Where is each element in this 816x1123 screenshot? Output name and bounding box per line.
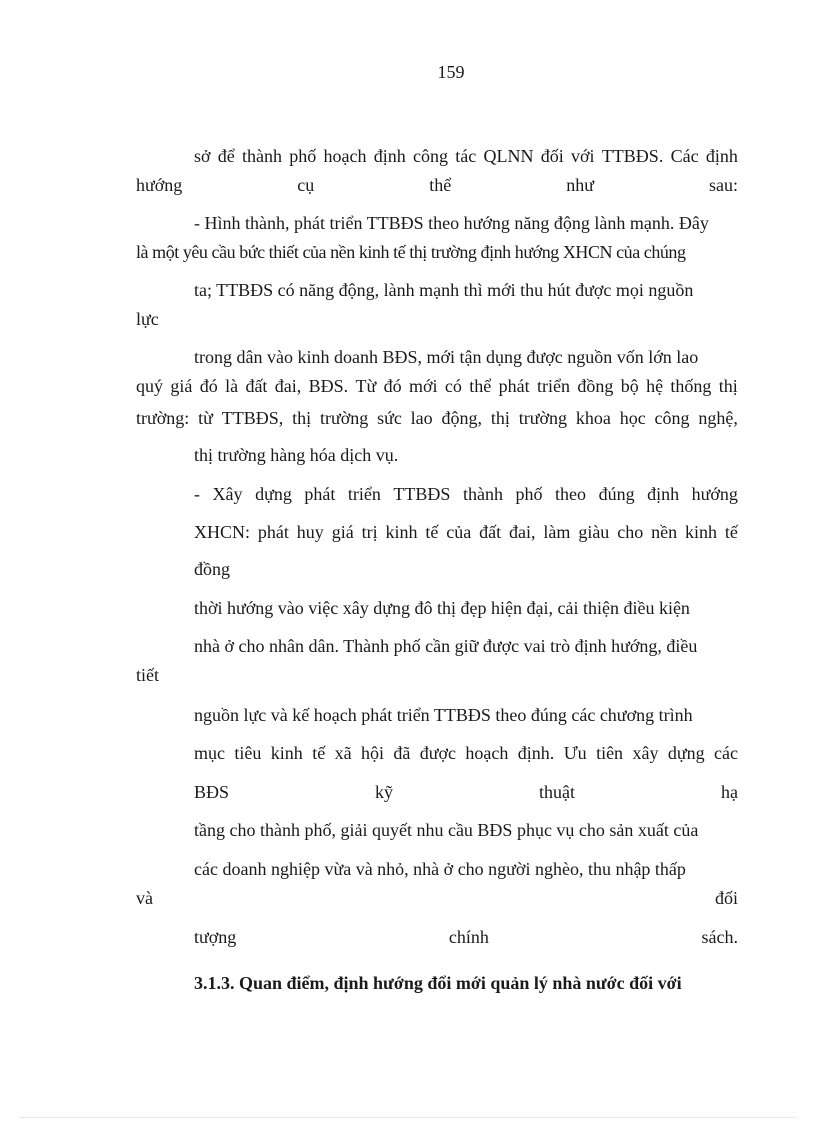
- line-text: tiết: [136, 665, 159, 685]
- word: đất: [245, 376, 268, 396]
- word: và: [136, 888, 153, 908]
- word: đó: [383, 376, 402, 396]
- line-text: thời hướng vào việc xây dựng đô thị đẹp hiện đại, cải thiện điều kiện: [194, 598, 690, 618]
- word: như: [566, 175, 594, 195]
- word: hội: [360, 743, 384, 763]
- text-line: [136, 240, 686, 264]
- word: giá: [331, 522, 354, 542]
- word: QLNN: [483, 146, 534, 166]
- word: đai,: [274, 376, 302, 396]
- line-text: - Hình thành, phát triển TTBĐS theo hướng năng động lành mạnh. Đây: [194, 213, 709, 233]
- text-line: [136, 307, 159, 331]
- line-text: ta; TTBĐS có năng động, lành mạnh thì mới thu hút được mọi nguồn: [194, 280, 694, 300]
- word: của: [446, 522, 472, 542]
- word: công: [413, 146, 449, 166]
- word: đai,: [509, 522, 536, 542]
- word: đất: [479, 522, 502, 542]
- word: đúng: [598, 484, 635, 504]
- text-line: [194, 703, 693, 727]
- word: thành: [462, 484, 503, 504]
- word: phố: [289, 146, 317, 166]
- word: với: [571, 146, 595, 166]
- word: bộ: [620, 376, 639, 396]
- section-heading: [194, 971, 682, 995]
- word: là: [225, 376, 239, 396]
- word: tượng: [194, 927, 237, 947]
- word: từ: [198, 408, 213, 428]
- line-text: trong dân vào kinh doanh BĐS, mới tận dụng được nguồn vốn lớn lao: [194, 347, 699, 367]
- line-text: là một yêu cầu bức thiết của nền kinh tế thị trường định hướng XHCN của chúng: [136, 242, 686, 262]
- word: phát: [498, 376, 530, 396]
- word: trường:: [136, 408, 190, 428]
- text-line: [136, 663, 159, 687]
- word: hạ: [720, 782, 738, 802]
- word: giá: [170, 376, 193, 396]
- word: dựng: [255, 484, 292, 504]
- word: phát: [257, 522, 289, 542]
- word: động,: [441, 408, 483, 428]
- word: trường: [518, 408, 567, 428]
- word: cụ: [297, 175, 315, 195]
- word: sau:: [708, 175, 738, 195]
- page-bottom-divider: [20, 1117, 796, 1118]
- word: theo: [555, 484, 587, 504]
- text-line: [194, 144, 738, 168]
- word: có: [444, 376, 462, 396]
- word: mới: [409, 376, 438, 396]
- word: thành: [242, 146, 283, 166]
- word: hoạch: [323, 146, 367, 166]
- word: thống: [670, 376, 712, 396]
- word: xây: [632, 743, 659, 763]
- word: thể: [429, 175, 452, 195]
- word: trị: [361, 522, 378, 542]
- word: kinh: [385, 522, 418, 542]
- text-line: [136, 406, 738, 430]
- word: khoa: [575, 408, 611, 428]
- word: huy: [296, 522, 324, 542]
- word: mục: [194, 743, 225, 763]
- text-line: [194, 741, 738, 765]
- word: thuật: [538, 782, 575, 802]
- word: cho: [617, 522, 644, 542]
- text-line: [194, 520, 738, 544]
- word: Xây: [212, 484, 243, 504]
- text-line: [136, 173, 738, 197]
- page-number: 159: [437, 62, 465, 82]
- text-line: [194, 780, 738, 804]
- word: hoạch: [465, 743, 509, 763]
- word: Từ: [355, 376, 377, 396]
- word: trường: [319, 408, 369, 428]
- word: triển: [347, 484, 381, 504]
- word: -: [194, 484, 200, 504]
- word: đồng: [577, 376, 614, 396]
- heading-text: 3.1.3. Quan điểm, định hướng đổi mới quản lý nhà nước đối với: [194, 973, 682, 993]
- line-text: nguồn lực và kế hoạch phát triển TTBĐS theo đúng các chương trình: [194, 705, 693, 725]
- word: các: [714, 743, 738, 763]
- line-text: tầng cho thành phố, giải quyết nhu cầu BĐS phục vụ cho sản xuất của: [194, 820, 699, 840]
- word: quý: [136, 376, 163, 396]
- text-line: [194, 278, 693, 302]
- word: dựng: [667, 743, 705, 763]
- word: TTBĐS: [393, 484, 451, 504]
- word: thị: [490, 408, 510, 428]
- word: định: [647, 484, 680, 504]
- word: XHCN:: [194, 522, 251, 542]
- word: Các: [670, 146, 699, 166]
- word: hệ: [646, 376, 664, 396]
- word: tế: [724, 522, 738, 542]
- word: nghệ,: [698, 408, 738, 428]
- word: triển: [536, 376, 570, 396]
- text-line: [194, 482, 738, 506]
- word: định: [373, 146, 406, 166]
- word: kinh: [684, 522, 717, 542]
- word: thị: [718, 376, 738, 396]
- text-line: [194, 211, 709, 235]
- text-line: [194, 925, 738, 949]
- word: thể: [469, 376, 492, 396]
- word: BĐS.: [308, 376, 349, 396]
- word: hướng: [691, 484, 738, 504]
- word: kinh: [270, 743, 303, 763]
- text-line: [194, 345, 698, 369]
- line-text: lực: [136, 309, 159, 329]
- word: tế: [312, 743, 326, 763]
- text-line: [136, 886, 738, 910]
- word: TTBĐS,: [221, 408, 284, 428]
- word: Ưu: [563, 743, 587, 763]
- word: sức: [377, 408, 402, 428]
- word: hướng: [136, 175, 183, 195]
- word: để: [217, 146, 235, 166]
- text-line: [194, 634, 697, 658]
- line-text: nhà ở cho nhân dân. Thành phố cần giữ được vai trò định hướng, điều: [194, 636, 698, 656]
- text-line: [136, 374, 738, 398]
- word: thị: [292, 408, 312, 428]
- word: giàu: [578, 522, 610, 542]
- word: tác: [455, 146, 477, 166]
- word: đã: [393, 743, 411, 763]
- word: phát: [304, 484, 336, 504]
- word: tiêu: [234, 743, 262, 763]
- word: BĐS: [194, 782, 230, 802]
- word: được: [419, 743, 457, 763]
- word: lao: [410, 408, 433, 428]
- word: sở: [194, 146, 211, 166]
- word: công: [654, 408, 690, 428]
- word: làm: [543, 522, 571, 542]
- word: TTBĐS.: [601, 146, 664, 166]
- word: học: [619, 408, 646, 428]
- word: đó: [199, 376, 218, 396]
- word: định.: [517, 743, 555, 763]
- word: sách.: [701, 927, 738, 947]
- line-text: đồng: [194, 559, 230, 579]
- text-line: [194, 818, 698, 842]
- text-line: [194, 557, 230, 581]
- word: chính: [448, 927, 489, 947]
- word: định: [705, 146, 738, 166]
- word: đối: [540, 146, 564, 166]
- line-text: thị trường hàng hóa dịch vụ.: [194, 445, 399, 465]
- word: tế: [425, 522, 439, 542]
- word: phố: [515, 484, 543, 504]
- word: nền: [651, 522, 678, 542]
- word: xã: [334, 743, 352, 763]
- word: đối: [714, 888, 738, 908]
- text-line: [194, 596, 690, 620]
- line-text: các doanh nghiệp vừa và nhỏ, nhà ở cho người nghèo, thu nhập thấp: [194, 859, 686, 879]
- word: tiên: [596, 743, 624, 763]
- text-line: [194, 443, 398, 467]
- text-line: [194, 857, 686, 881]
- word: kỹ: [375, 782, 393, 802]
